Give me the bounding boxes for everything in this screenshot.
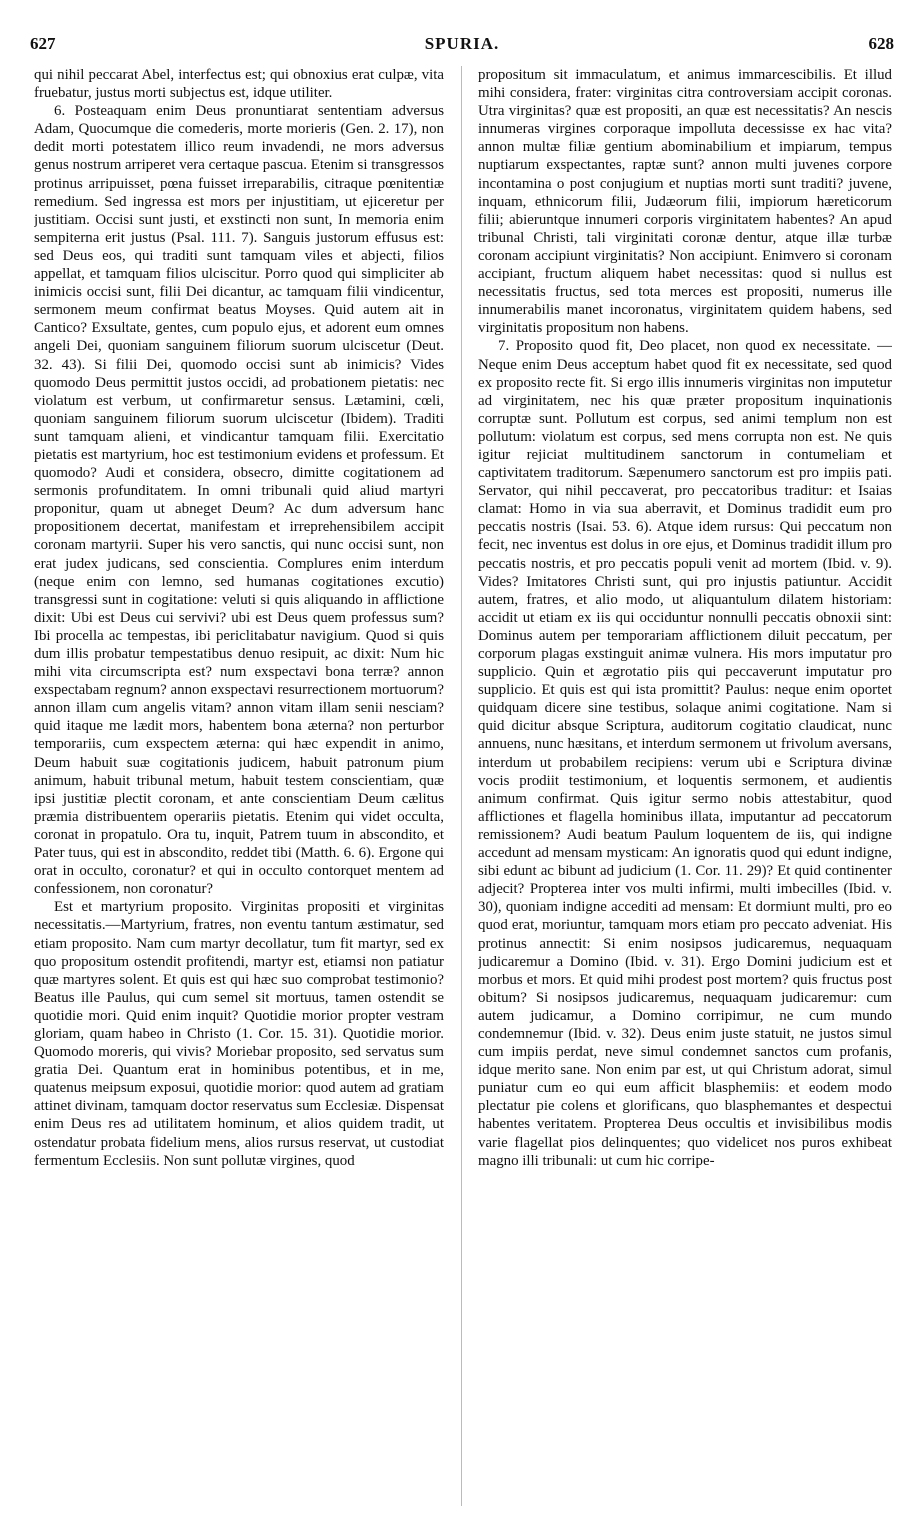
column-divider: [461, 66, 462, 1506]
running-header: [30, 34, 894, 58]
page-number-right: 628: [868, 34, 894, 53]
page-number-left: 627: [30, 34, 56, 53]
right-column: [478, 66, 892, 1506]
left-column: [34, 66, 444, 1506]
paragraph: Est et martyrium proposito. Virginitas propositi et virginitas necessitatis.—Martyrium, fratres, non eventu tantum æstimatur, sed etiam proposito. Nam cum martyr decollatur, tum fit martyr, sed ex quo propositum ostendit profitendi, martyr est, etiamsi non patiatur quæ martyres solent. Et quis est qui hæc suo comprobat testimonio? Beatus ille Paulus, qui cum semel sit mortuus, tamen ostendit se quotidie mori. Quid enim inquit? Quotidie morior propter vestram gloriam, quam habeo in Christo (1. Cor. 15. 31). Quotidie morior. Quomodo moreris, qui vivis? Moriebar proposito, sed servatus sum gratia Dei. Quantum erat in hominibus potentibus, et in me, quatenus meipsum exposui, quotidie morior: quod autem ad gratiam attinet divinam, tamquam doctor reservatus sum Ecclesiæ. Dispensat enim Deus res ad utilitatem hominum, et alios quidem tradit, ut ostendatur probata fidelium mens, alios rursus reservat, ut custodiat fermentum Ecclesiis. Non sunt pollutæ virgines, quod: [34, 899, 444, 1169]
paragraph: 7. Proposito quod fit, Deo placet, non quod ex necessitate. — Neque enim Deus acceptum habet quod fit ex necessitate, sed quod ex proposito recte fit. Si ergo illis innumeris virginitas non imputetur ad virginitatem, nec his quæ præter propositum inquinationis corruptæ sunt. Pollutum est corpus, sed animi templum non est pollutum: violatum est corpus, sed mens corrupta non est. Ne quis igitur rejiciat multitudinem sanctorum in contumeliam et captivitatem traditorum. Sæpenumero sanctorum est pro impiis pati. Servator, qui nihil peccaverat, pro peccatoribus traditur: et Isaias clamat: Homo in via sua aberravit, et Dominus tradidit eum pro peccatis nostris (Isai. 53. 6). Atque idem rursus: Qui peccatum non fecit, nec inventus est dolus in ore ejus, et Dominus tradidit illum pro peccatis nostris, et pro peccatis populi venit ad mortem (Ibid. v. 9). Vides? Imitatores Christi sunt, qui pro injustis patiuntur. Accidit autem, fratres, et alio modo, ut aliquantulum dilatem historiam: accidit ut etiam ex iis qui occiduntur nonnulli peccatis obnoxii sint: Dominus autem per temporariam afflictionem diluit peccatum, per corporum plagas exstinguit animæ vulnera. His mors imputatur pro supplicio. Quin et ægrotatio piis qui peccaverunt imputatur pro supplicio. Et quis est qui ista promittit? Paulus: neque enim oportet quidquam dicere sine testibus, solaque animi cogitatione. Nam si quid dicitur absque Scriptura, auditorum cogitatio claudicat, nunc annuens, nunc hæsitans, et interdum sermonem ut frivolum aversans, interdum ut probabilem recipiens: verum ubi e Scriptura divinæ vocis prodiit testimonium, et loquentis sermonem, et audientis animum confirmat. Quis igitur sermo nobis attestabitur, quod afflictiones et flagella hominibus illata, imputantur ad peccatorum remissionem? Audi beatum Paulum loquentem de iis, qui indigne accedunt ad mensam mysticam: An ignoratis quod qui edunt indigne, sibi edunt ac bibunt ad judicium (1. Cor. 11. 29)? Et quid continenter adjecit? Propterea inter vos multi infirmi, multi imbecilles (Ibid. v. 30), quoniam indigne accediti ad mensam: Et dormiunt multi, pro eo quod erat, moriuntur, tamquam mors etiam pro peccato adveniat. His protinus annectit: Si enim nosipsos judicaremus, nequaquam judicaremur a Domino (Ibid. v. 31). Ergo Domini judicium est et morbus et mors. Et quid mihi prodest post mortem? quis fructus post obitum? Si nosipsos judicaremus, nequaquam judicaremur: cum autem judicamur, a Domino corripimur, ne cum mundo condemnemur (Ibid. v. 32). Deus enim juste statuit, ne justos simul cum impiis perdat, neve simul condemnet sanctos cum profanis, idque merito sane. Non enim par est, ut qui Christum adorat, simul puniatur cum eo qui eum afficit blasphemiis: et eodem modo plectatur pie colens et glorificans, quo blasphemantes et despectui habentes veritatem. Propterea Deus occultis et invisibilibus modis varie flagellat pios delinquentes; quo videlicet nos puros exhibeat magno illi tribunali: ut cum hic corripe-: [478, 338, 892, 1169]
paragraph: propositum sit immaculatum, et animus immarcescibilis. Et illud mihi considera, frater: virginitas citra controversiam accipit coronas. Utra virginitas? quæ est propositi, an quæ est necessitatis? An nescis innumeras virgines corporaque impolluta decessisse ex hac vita? annon multæ filiæ gentium abominabilium et impiarum, tempus nuptiarum exspectantes, raptæ sunt? annon multi juvenes corpore incontamina o post conjugium et nuptias morti sunt traditi? juvene, inquam, ethnicorum filii, Judæorum filii, impiorum hæreticorum filii; abieruntque innumeri corporis virginitatem habentes? An apud tribunal Christi, tali virginitati coronæ dentur, atque illæ turbæ coronam accipiunt virginitatis? Non accipiunt. Enimvero si coronam accipiant, fructum aliquem habet necessitas: quod si nullus est necessitatis fructus, sed tota merces est propositi, numerus ille innumerabilis manet incoronatus, virginitatem quidem habens, sed virginitatis propositum non habens.: [478, 67, 892, 337]
running-title: SPURIA.: [424, 34, 500, 53]
paragraph: qui nihil peccarat Abel, interfectus est; qui obnoxius erat culpæ, vita fruebatur, justus morti subjectus est, idque utiliter.: [34, 67, 444, 102]
paragraph: 6. Posteaquam enim Deus pronuntiarat sententiam adversus Adam, Quocumque die comederis, morte morieris (Gen. 2. 17), non dedit morti potestatem illico reum invadendi, ne mors adversus genus nostrum arriperet vera certaque pascua. Etenim si transgressos protinus arripuisset, pœna fuisset irreparabilis, citraque pœnitentiæ remedium. Sed ingressa est mors per injustitiam, ut ejiceretur per justitiam. Occisi sunt justi, et exstincti non sunt, In memoria enim sempiterna erit justus (Psal. 111. 7). Sanguis justorum effusus est: sed Deus eos, qui traditi sunt tamquam viles et abjecti, filios appellat, et tamquam filios ulciscitur. Porro quod qui simpliciter ab inimicis occisi sunt, filii Dei dicantur, ac tamquam filii vindicentur, sermonem meum confirmat beatus Moyses. Quid autem ait in Cantico? Exsultate, gentes, cum populo ejus, et adorent eum omnes angeli Dei, quoniam sanguinem filiorum suorum ulciscetur (Deut. 32. 43). Si filii Dei, quomodo occisi sunt ab inimicis? Vides quomodo Deus permittit justos occidi, ad probationem pietatis: nec violatum est verbum, ut confirmaretur sensus. Lætamini, cœli, quoniam sanguinem filiorum suorum ulciscetur (Ibidem). Traditi sunt tamquam alieni, et vindicantur tamquam filii. Exercitatio pietatis est martyrium, hoc est testimonium evidens et professum. Et quomodo? Audi et considera, obsecro, dimitte cogitationem ad sermonis profunditatem. In omni tribunali quid aliud martyri proponitur, quam ut abneget Deum? Ac dum adversum hanc propositionem decertat, manifestam et irreprehensibilem accipit coronam martyrii. Super his vero sanctis, qui nunc occisi sunt, non erat judex judicans, sed conscientia. Complures enim interdum (neque enim con lemno, sed humanas cogitationes excutio) transgressi sunt in cogitatione: veluti si quis aliquando in afflictione dixit: Ubi est Deus cui servivi? ubi est Deus quem professus sum? Ibi procella ac tempestas, ibi periclitabatur navigium. Quod si quis dum illis probatur tempestatibus denuo resipuit, ac dixit: Num hic mihi vita circumscripta est? num exspectavi bona terræ? annon exspectabam regnum? annon exspectavi resurrectionem mortuorum? annon illam cum angelis vitam? annon vitam illam senii nesciam? quid itaque me lædit mors, habentem bona æterna? non perturbor temporariis, cum exspectem æterna: qui hæc expendit in animo, Deum habuit suæ cogitationis judicem, habuit patronum pium animum, habuit tribunal metum, habuit testem conscientiam, quæ ipsi justitiæ plectit coronam, et ante conscientiam Deum cælitus præmia distribuentem operariis pietatis. Etenim qui videt occulta, coronat in propatulo. Ora tu, inquit, Patrem tuum in abscondito, et Pater tuus, qui est in abscondito, reddet tibi (Matth. 6. 6). Ergone qui orat in occulto, coronatur? et qui in occulto contorquet mentem ad confessionem, non coronatur?: [34, 103, 444, 898]
